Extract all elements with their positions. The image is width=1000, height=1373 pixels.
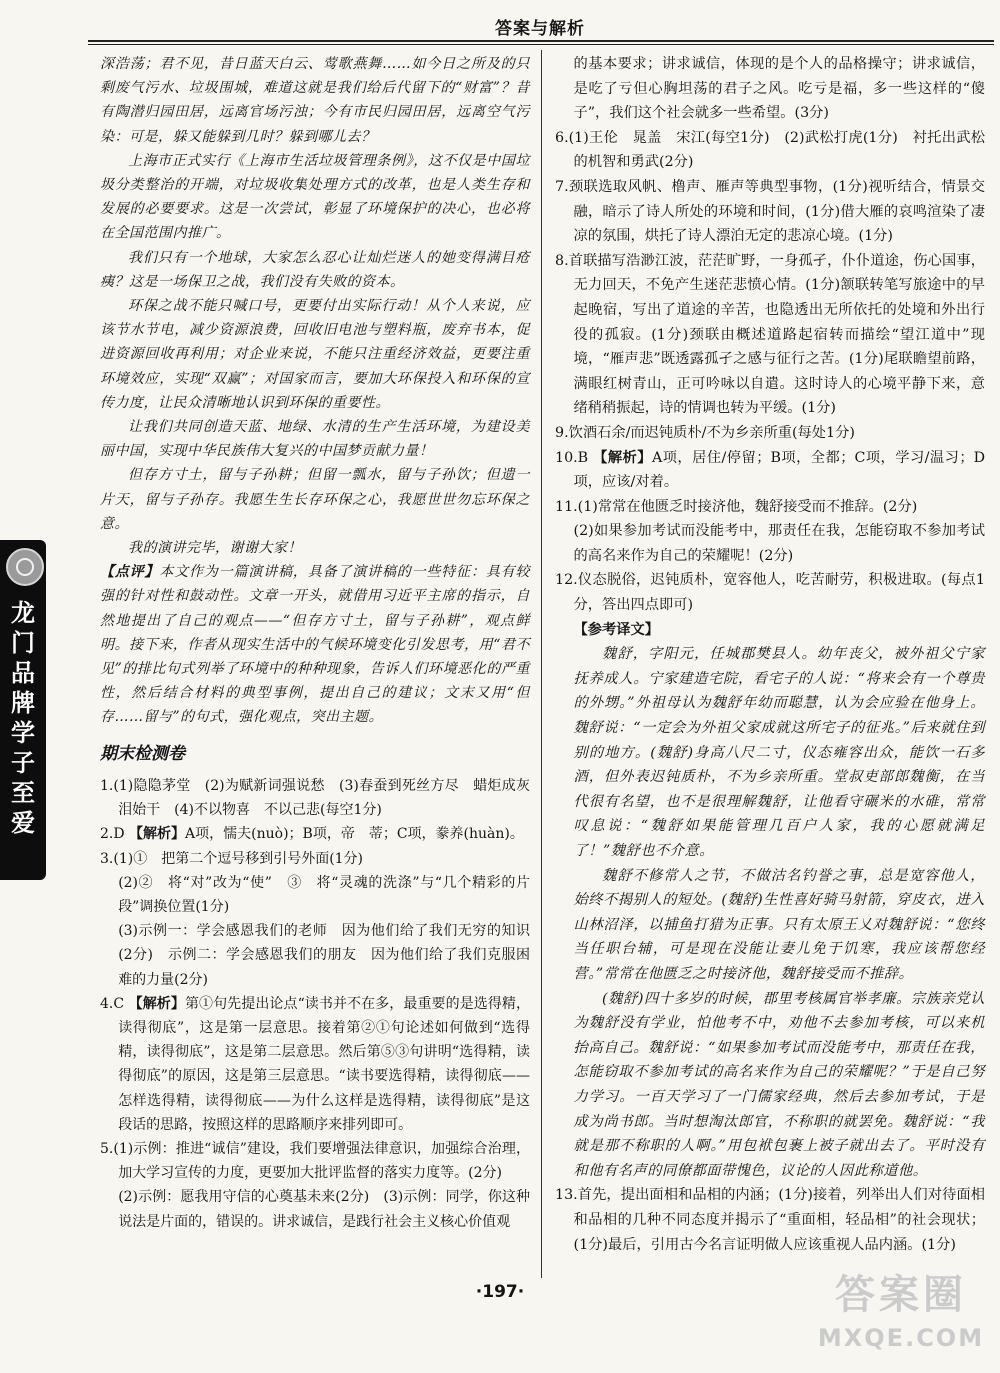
answer-text: (2)如果参加考试而没能考中，那责任在我，怎能窃取不参加考试的高名来作为自己的荣耀呢！(2分) — [573, 523, 985, 564]
answer-item — [100, 1137, 530, 1185]
answer-item — [555, 175, 985, 249]
answer-number: 2.D — [100, 826, 125, 843]
answer-item — [555, 495, 985, 520]
answer-item — [100, 847, 530, 871]
page-number: ·197· — [475, 1282, 525, 1302]
header-rule — [88, 40, 994, 45]
answer-text: A项，居住/停留；B项，全都；C项，学习/温习；D项，应该/对着。 — [573, 449, 985, 491]
answer-item — [100, 919, 530, 992]
answer-text: (2)② 将“对”改为“使” ③ 将“灵魂的洗涤”与“几个精彩的片段”调换位置(1分) — [118, 874, 530, 915]
watermark-logo — [812, 1269, 990, 1365]
page-header-title: 答案与解析 — [495, 19, 585, 39]
answer-item — [100, 774, 530, 822]
answer-item — [555, 249, 985, 421]
reference-translation — [574, 642, 985, 1183]
answer-text: 13.首先，提出面相和品相的内涵；(1分)接着，列举出人们对待面相和品相的几种不同态度并揭示了“重面相，轻品相”的社会现状；(1分)最后，引用古今名言证明做人应该重视人品内涵。(1分) — [555, 1187, 985, 1253]
translation-paragraph: 魏舒不修常人之节，不做沽名钓誉之事，总是宽容他人，始终不揭别人的短处。(魏舒)生性喜好骑马射箭，穿皮衣，进入山林沼泽，以捕鱼打猎为正事。只有太原王乂对魏舒说：“您终当任职台辅，可是现在没能让妻儿免于饥寒，我应该帮您经营。”常常在他匮乏之时接济他，魏舒接受而不推辞。 — [573, 867, 985, 982]
answer-item — [555, 421, 985, 446]
translation-paragraph: 魏舒，字阳元，任城郡樊县人。幼年丧父，被外祖父宁家抚养成人。宁家建造宅院，看宅子的人说：“将来会有一个尊贵的外甥。”外祖母认为魏舒年幼而聪慧，认为会应验在他身上。魏舒说：“一定会为外祖父家成就这所宅子的征兆。”后来就住到别的地方。(魏舒)身高八尺二寸，仪态雍容出众，能饮一石多酒，但外表迟钝质朴，不为乡亲所重。堂叔吏部郎魏衡，在当代很有名望，也不是很理解魏舒，让他看守碾米的水碓，常常叹息说：“魏舒如果能管理几百户人家，我的心愿就满足了！”魏舒也不介意。 — [573, 646, 985, 859]
essay-paragraph: 我们只有一个地球，大家怎么忍心让灿烂迷人的她变得满目疮痍？这是一场保卫之战，我们没有失败的资本。 — [100, 249, 530, 290]
answer-item — [100, 822, 530, 846]
reference-translation-tag — [574, 618, 985, 643]
answer-item — [100, 871, 530, 919]
essay-paragraph: 环保之战不能只喊口号，更要付出实际行动！从个人来说，应该节水节电，减少资源浪费，回收旧电池与塑料瓶，废弃书本，促进资源回收再利用；对企业来说，不能只注重经济效益，更要注重环境效应，实现“双赢”；对国家而言，要加大环保投入和环保的宣传力度，让民众清晰地认识到环保的重要性。 — [100, 298, 530, 411]
answer-text: 1.(1)隐隐茅堂 (2)为赋新词强说愁 (3)春蚕到死丝方尽 蜡炬成灰泪始干 (4)不以物喜 不以己悲(每空1分) — [100, 777, 530, 819]
analysis-tag: 【解析】 — [129, 826, 186, 843]
answer-list-right-2 — [555, 1183, 985, 1257]
answer-text: 9.饮酒石余/而迟钝质朴/不为乡亲所重(每处1分) — [555, 424, 855, 441]
answer-text: 6.(1)王伦 晁盖 宋江(每空1分) (2)武松打虎(1分) 衬托出武松的机智和勇武(2分) — [555, 129, 985, 171]
answer-text: 8.首联描写浩渺江波，茫茫旷野，一身孤孑，仆仆道途，伤心国事，无力回天，不免产生迷茫悲愤心情。(1分)颔联转笔写旅途中的早起晚宿，写出了道途的辛苦，也隐透出无所依托的处境和外出行役的孤寂。(1分)颈联由概述道路起宿转而描绘“望江道中”现境，“雁声悲”既透露孤孑之感与征行之苦。(1分)尾联瞻望前路，满眼红树青山，正可吟咏以自遣。这时诗人的心境平静下来，意绪稍稍振起，诗的情调也转为平缓。(1分) — [555, 252, 985, 417]
answer-text: 3.(1)① 把第二个逗号移到引号外面(1分) — [100, 850, 364, 867]
review-text: 本文作为一篇演讲稿，具备了演讲稿的一些特征：具有较强的针对性和鼓动性。文章一开头，就借用习近平主席的指示，自然地提出了自己的观点——“但存方寸土，留与子孙耕”，观点鲜明。接下来，作者从现实生活中的气候环境变化引发思考，用“君不见”的排比句式列举了环境中的种种现象，告诉人们环境恶化的严重性，然后结合材料的典型事例，提出自己的建议；文末又用“但存……留与”的句式，强化观点，突出主题。 — [100, 564, 531, 726]
review-tag: 【点评】 — [100, 564, 160, 581]
answer-text: (3)示例一：学会感恩我们的老师 因为他们给了我们无穷的知识(2分) 示例二：学会感恩我们的朋友 因为他们给了我们克服困难的力量(2分) — [118, 923, 530, 988]
essay-text — [100, 52, 530, 560]
answer-text: 的基本要求；讲求诚信，体现的是个人的品格操守；讲求诚信，是吃了亏但心胸坦荡的君子之风。吃亏是福，多一些这样的“傻子”，我们这个社会就多一些希望。(3分) — [573, 56, 985, 122]
answer-item — [100, 992, 530, 1137]
answer-list-left — [100, 774, 530, 1234]
answer-item — [555, 446, 985, 495]
answer-item — [100, 1185, 530, 1233]
right-column — [555, 52, 985, 1257]
left-column — [100, 52, 530, 1234]
answer-text: (2)示例：愿我用守信的心奠基未来(2分) (3)示例：同学，你这种说法是片面的，错误的。讲求诚信，是践行社会主义核心价值观 — [118, 1189, 530, 1230]
answer-text: A项，懦夫(nuò)；B项，帝 蒂；C项，豢养(huàn)。 — [185, 826, 524, 843]
essay-paragraph: 让我们共同创造天蓝、地绿、水清的生产生活环境，为建设美丽中国，实现中华民族伟大复兴的中国梦贡献力量！ — [100, 419, 530, 460]
analysis-tag: 【解析】 — [593, 449, 652, 466]
essay-paragraph: 但存方寸土，留与子孙耕；但留一瓢水，留与子孙饮；但遗一片天，留与子孙存。我愿生生长存环保之心，我愿世世勿忘环保之意。 — [100, 467, 530, 532]
watermark-bottom: MXQE.COM — [817, 1324, 985, 1352]
answer-text: 7.颈联选取风帆、橹声、雁声等典型事物，(1分)视听结合，情景交融，暗示了诗人所处的环境和时间，(1分)借大雁的哀鸣渲染了凄凉的氛围，烘托了诗人漂泊无定的悲凉心境。(1分) — [555, 178, 985, 245]
answer-list-right — [555, 52, 985, 618]
review-paragraph — [100, 560, 530, 729]
analysis-tag: 【解析】 — [128, 995, 185, 1012]
brand-slogan: 龙门品牌 学子至爱 — [11, 599, 35, 837]
answer-text: 11.(1)常常在他匮乏时接济他，魏舒接受而不推辞。(2分) — [555, 498, 918, 515]
brand-sidebar — [0, 540, 46, 880]
column-divider — [541, 50, 542, 1278]
answer-item — [555, 52, 985, 126]
brand-logo-icon — [6, 548, 44, 586]
answer-text: 12.仪态脱俗，迟钝质朴，宽容他人，吃苦耐劳，积极进取。(每点1分，答出四点即可) — [555, 572, 985, 614]
answer-number: 4.C — [100, 995, 125, 1012]
answer-text: 第①句先提出论点“读书并不在多，最重要的是选得精，读得彻底”，这是第一层意思。接着第②①句论述如何做到“选得精，读得彻底”，这是第二层意思。然后第⑤③句讲明“选得精，读得彻底”的原因，这是第三层意思。“读书要选得精，读得彻底——怎样选得精，读得彻底——为什么这样是选得精，读得彻底”是这段话的思路，按照这样的思路顺序来排列即可。 — [118, 995, 531, 1133]
answer-number: 10.B — [555, 449, 589, 466]
section-title: 期末检测卷 — [100, 743, 185, 764]
translation-paragraph: (魏舒)四十多岁的时候，郡里考核属官举孝廉。宗族亲党认为魏舒没有学业，怕他考不中，劝他不去参加考核，可以来机抬高自己。魏舒说：“如果参加考试而没能考中，那责任在我，怎能窃取不参加考试的高名来作为自己的荣耀呢？”于是自己努力学习。一百天学习了一门儒家经典，然后去参加考试，于是成为尚书郎。当时想淘汰郎官，不称职的就罢免。魏舒说：“我就是那不称职的人啊。”用包袱包裹上被子就出去了。平时没有和他有名声的同僚都面带愧色，议论的人因此称道他。 — [573, 990, 985, 1179]
answer-item — [555, 126, 985, 175]
answer-item — [555, 519, 985, 568]
answer-text: 5.(1)示例：推进“诚信”建设，我们要增强法律意识，加强综合治理，加大学习宣传的力度，更要加大批评监督的落实力度等。(2分) — [100, 1140, 530, 1182]
watermark-top: 答案圈 — [835, 1272, 967, 1318]
answer-item — [555, 1183, 985, 1257]
ref-tag: 【参考译文】 — [573, 621, 660, 638]
answer-item — [555, 568, 985, 617]
essay-paragraph: 我的演讲完毕，谢谢大家！ — [128, 540, 302, 557]
essay-paragraph: 上海市正式实行《上海市生活垃圾管理条例》，这不仅是中国垃圾分类整治的开端，对垃圾收集处理方式的改革，也是人类生存和发展的必要要求。这是一次尝试，彰显了环境保护的决心，也必将在全国范围内推广。 — [100, 152, 530, 242]
essay-paragraph: 深浩荡；君不见，昔日蓝天白云、莺歌燕舞……如今日之所及的只剩废气污水、垃圾围城，难道这就是我们给后代留下的“财富”？昔有陶潜归园田居，远离官场污浊；今有市民归园田居，远离空气污染：可是，躲又能躲到几时？躲到哪儿去？ — [100, 56, 530, 145]
